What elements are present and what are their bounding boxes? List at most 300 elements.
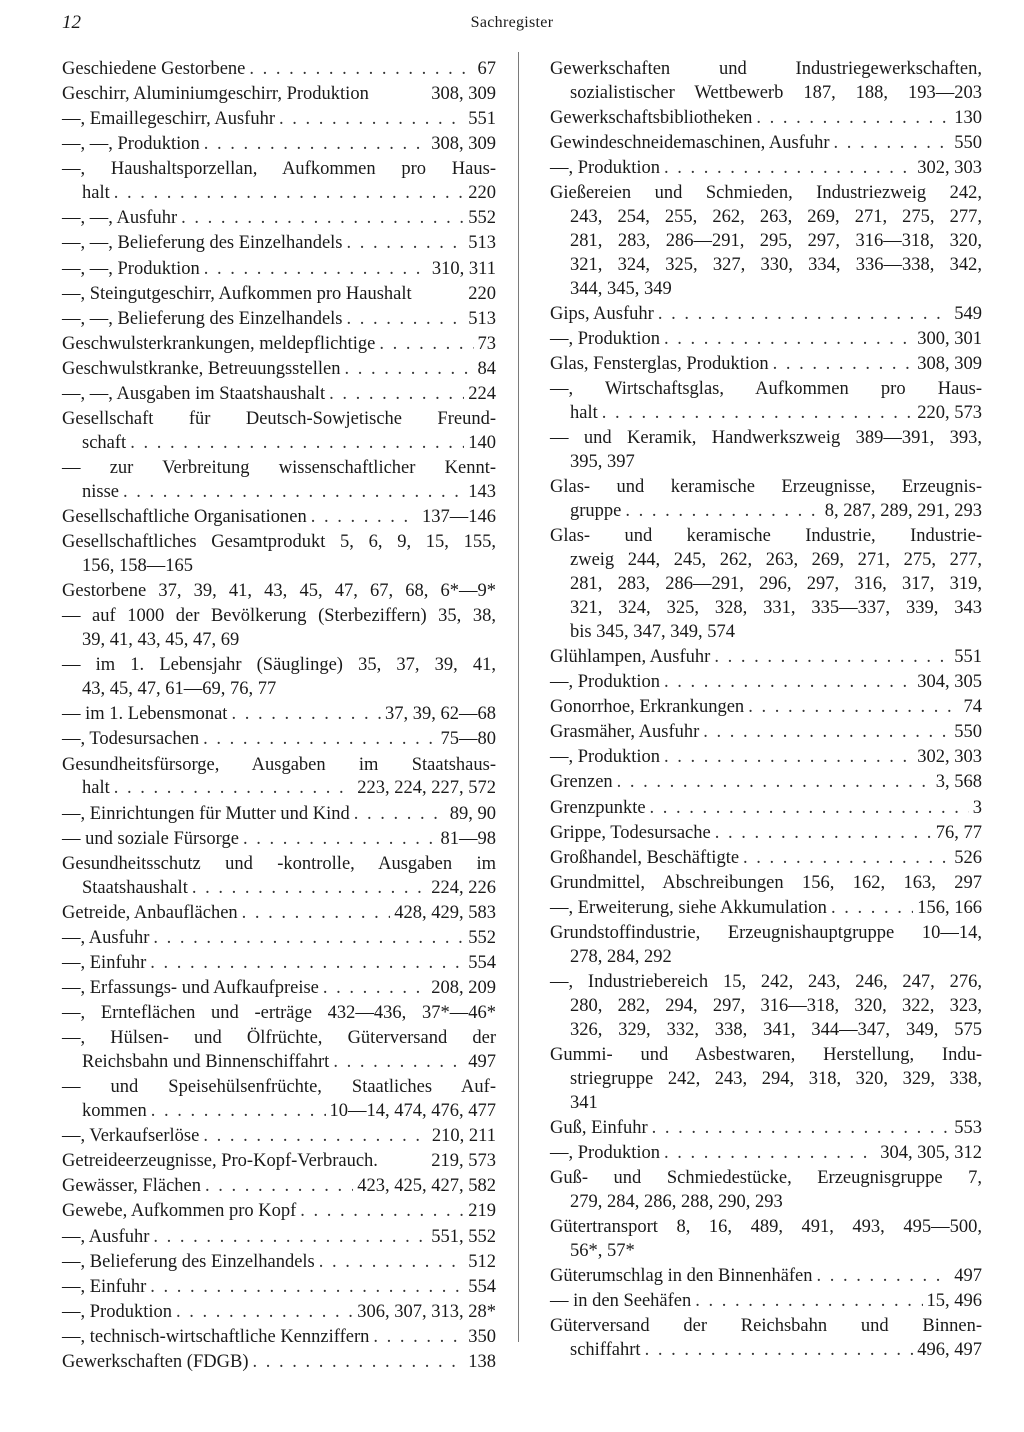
index-entry	[550, 1167, 982, 1215]
entry-page-refs: 552	[468, 927, 496, 948]
dot-leader	[354, 803, 446, 827]
index-entry	[62, 703, 496, 727]
index-entry-line: Gesellschaft für Deutsch-Sowjetische Freund-	[62, 409, 496, 430]
dot-leader	[279, 108, 464, 132]
index-entry-line	[62, 728, 496, 752]
entry-term: Grenzpunkte	[550, 797, 646, 818]
index-entry-line: Grundstoffindustrie, Erzeugnishauptgruppe 10—14,	[550, 923, 982, 944]
entry-term: kommen	[82, 1101, 147, 1122]
index-entry-line	[62, 1301, 496, 1325]
entry-page-refs: 550	[954, 133, 982, 154]
entry-term: 56*, 57*	[570, 1240, 635, 1261]
dot-leader	[650, 797, 969, 821]
dot-leader	[743, 847, 950, 871]
index-entry	[62, 1226, 496, 1250]
index-entry	[62, 108, 496, 132]
index-entry	[62, 1002, 496, 1026]
entry-page-refs: 553	[954, 1117, 982, 1138]
index-entry-line	[550, 500, 982, 524]
entry-term: schiffahrt	[570, 1340, 641, 1361]
dot-leader	[831, 897, 913, 921]
index-entry	[550, 696, 982, 720]
index-entry	[62, 1125, 496, 1149]
dot-leader	[252, 1351, 464, 1375]
index-entry	[550, 1142, 982, 1166]
dot-leader	[756, 107, 950, 131]
entry-page-refs: 300, 301	[917, 329, 982, 350]
entry-page-refs: 137—146	[422, 507, 496, 528]
index-entry	[62, 158, 496, 206]
index-entry	[62, 853, 496, 901]
index-entry-line: Glas- und keramische Erzeugnisse, Erzeugnis-	[550, 477, 982, 498]
entry-term: Gesellschaftliche Organisationen	[62, 507, 307, 528]
dot-leader	[123, 481, 464, 505]
entry-term: halt	[82, 183, 110, 204]
index-entry-line	[550, 847, 982, 871]
index-entry	[62, 1276, 496, 1300]
entry-page-refs: 549	[954, 304, 982, 324]
dot-leader	[833, 132, 950, 156]
entry-term: Gewerkschaften (FDGB)	[62, 1352, 249, 1372]
entry-term: —, Produktion	[550, 1142, 660, 1163]
entry-term: Geschwulstkranke, Betreuungsstellen	[62, 358, 341, 379]
entry-page-refs: 84	[477, 358, 496, 379]
entry-term: —, Verkaufserlöse	[62, 1126, 200, 1147]
entry-page-refs: 428, 429, 583	[394, 902, 496, 923]
index-entry-line	[62, 877, 496, 901]
entry-term: —, —, Ausgaben im Staatshaushalt	[62, 384, 326, 405]
entry-page-refs: 554	[468, 1276, 496, 1297]
dot-leader	[249, 58, 473, 82]
index-entry	[550, 922, 982, 970]
entry-page-refs: 496, 497	[917, 1340, 982, 1361]
index-entry-line	[62, 1051, 496, 1075]
entry-page-refs: 76, 77	[935, 822, 982, 843]
entry-term: —, Steingutgeschirr, Aufkommen pro Haushalt	[62, 283, 412, 304]
index-entry-line	[550, 132, 982, 156]
dot-leader	[203, 728, 436, 752]
index-entry-line	[62, 1125, 496, 1149]
index-entry-line	[550, 797, 982, 821]
index-entry-line: Gesundheitsfürsorge, Ausgaben im Staatshaus-	[62, 754, 496, 775]
index-entry-line: 281, 283, 286—291, 295, 297, 316—318, 320,	[570, 231, 982, 252]
index-entry-line: 281, 283, 286—291, 296, 297, 316, 317, 319,	[570, 574, 982, 595]
entry-term: —, —, Ausfuhr	[62, 208, 178, 229]
entry-term: —, Erweiterung, siehe Akkumulation	[550, 897, 827, 918]
index-entry	[550, 132, 982, 156]
index-entry	[62, 408, 496, 456]
entry-page-refs: 304, 305	[917, 672, 982, 693]
entry-page-refs: 89, 90	[449, 803, 496, 824]
index-entry-line	[550, 946, 982, 970]
entry-term: — in den Seehäfen	[550, 1291, 692, 1312]
index-entry	[550, 822, 982, 846]
entry-term: Glühlampen, Ausfuhr	[550, 647, 711, 667]
index-entry-line	[550, 328, 982, 352]
index-entry-line: zweig 244, 245, 262, 263, 269, 271, 275, 277,	[570, 550, 982, 571]
index-entry-line	[62, 481, 496, 505]
entry-term: Grippe, Todesursache	[550, 822, 711, 843]
index-entry	[550, 303, 982, 327]
entry-term: —, —, Belieferung des Einzelhandels	[62, 233, 343, 254]
entry-term: Gewässer, Flächen	[62, 1176, 201, 1197]
index-entry	[62, 728, 496, 752]
entry-term: —, Todesursachen	[62, 729, 200, 750]
entry-term: gruppe	[570, 501, 622, 522]
entry-page-refs: 156, 166	[917, 897, 982, 918]
entry-term: Gips, Ausfuhr	[550, 304, 654, 324]
index-entry-line	[62, 308, 496, 332]
dot-leader	[319, 1251, 465, 1275]
entry-term: —, Ausfuhr	[62, 1226, 150, 1247]
index-entry-line	[550, 822, 982, 846]
dot-leader	[329, 383, 464, 407]
index-entry-line	[62, 927, 496, 951]
index-entry-line: — im 1. Lebensjahr (Säuglinge) 35, 37, 39, 41,	[62, 655, 496, 676]
index-entry-line	[62, 803, 496, 827]
entry-page-refs: 67	[477, 59, 496, 79]
entry-term: 341	[570, 1092, 598, 1113]
entry-page-refs: 10—14, 474, 476, 477	[329, 1101, 496, 1122]
dot-leader	[333, 1051, 464, 1075]
dot-leader	[625, 500, 820, 524]
index-entry	[550, 58, 982, 106]
entry-page-refs: 138	[468, 1352, 496, 1372]
entry-term: 156, 158—165	[82, 556, 193, 577]
index-entry	[62, 506, 496, 530]
entry-page-refs: 15, 496	[926, 1291, 982, 1312]
entry-term: 279, 284, 286, 288, 290, 293	[570, 1191, 783, 1212]
index-entry-line	[550, 1290, 982, 1314]
entry-page-refs: 308, 309	[431, 84, 496, 105]
dot-leader	[150, 1276, 464, 1300]
entry-term: —, Belieferung des Einzelhandels	[62, 1251, 315, 1272]
index-entry-line: 280, 282, 294, 297, 316—318, 320, 322, 323,	[570, 995, 982, 1016]
entry-term: halt	[82, 778, 110, 799]
dot-leader	[176, 1301, 353, 1325]
index-entry-line	[62, 777, 496, 801]
index-entry	[62, 1351, 496, 1375]
index-column-right	[550, 58, 982, 1364]
index-entry-line: 321, 324, 325, 327, 330, 334, 336—338, 342,	[570, 255, 982, 275]
entry-term: —, Produktion	[550, 158, 660, 179]
entry-page-refs: 551	[468, 109, 496, 130]
dot-leader	[205, 1175, 353, 1199]
index-entry-line	[550, 157, 982, 181]
entry-page-refs: 497	[468, 1052, 496, 1073]
entry-term: —, Produktion	[550, 747, 660, 768]
index-entry-line	[62, 283, 496, 307]
dot-leader	[153, 927, 464, 951]
entry-term: —, —, Produktion	[62, 258, 200, 279]
index-entry-line	[62, 1351, 496, 1375]
index-entry	[62, 308, 496, 332]
index-entry	[62, 927, 496, 951]
index-entry	[550, 971, 982, 1043]
entry-term: —, Produktion	[62, 1301, 172, 1322]
index-entry-line	[550, 353, 982, 377]
dot-leader	[311, 506, 418, 530]
index-entry-line	[550, 696, 982, 720]
index-entry	[62, 258, 496, 282]
index-entry-line	[62, 383, 496, 407]
index-entry	[550, 721, 982, 745]
dot-leader	[347, 232, 465, 256]
entry-term: halt	[570, 403, 598, 424]
index-entry-line	[550, 1191, 982, 1215]
index-entry-line	[62, 258, 496, 282]
index-entry	[62, 58, 496, 82]
index-entry-line: Gesundheitsschutz und -kontrolle, Ausgaben im	[62, 853, 496, 874]
index-entry	[62, 1175, 496, 1199]
index-entry	[550, 897, 982, 921]
index-entry	[550, 1044, 982, 1116]
entry-page-refs: 81—98	[440, 828, 496, 849]
entry-page-refs: 350	[468, 1326, 496, 1347]
entry-page-refs: 210, 211	[431, 1126, 496, 1147]
index-entry	[62, 133, 496, 157]
dot-leader	[347, 308, 465, 332]
dot-leader	[192, 877, 427, 901]
entry-term: Reichsbahn und Binnenschiffahrt	[82, 1052, 330, 1073]
index-entry-line	[550, 402, 982, 426]
index-entry	[550, 378, 982, 426]
index-entry	[62, 1200, 496, 1224]
index-entry	[62, 1076, 496, 1124]
entry-page-refs: 526	[954, 847, 982, 868]
dot-leader	[130, 432, 464, 456]
index-entry-line	[62, 629, 496, 653]
index-entry-line: sozialistischer Wettbewerb 187, 188, 193—203	[570, 82, 982, 103]
index-entry	[550, 1315, 982, 1363]
entry-page-refs: 308, 309	[917, 354, 982, 375]
index-entry	[62, 1326, 496, 1350]
index-entry-line: — und Speisehülsenfrüchte, Staatliches Auf-	[62, 1077, 496, 1098]
index-entry-line	[62, 902, 496, 926]
entry-page-refs: 302, 303	[917, 747, 982, 768]
column-divider	[518, 52, 519, 1342]
entry-term: —, Emaillegeschirr, Ausfuhr	[62, 109, 275, 130]
index-entry-line	[550, 107, 982, 131]
entry-term: —, Einfuhr	[62, 952, 147, 973]
entry-page-refs: 552	[468, 208, 496, 229]
index-entry-line	[62, 232, 496, 256]
entry-term: — im 1. Lebensmonat	[62, 704, 228, 725]
index-entry-line	[62, 182, 496, 206]
dot-leader	[231, 703, 381, 727]
index-entry-line: Gießereien und Schmieden, Industriezweig 242,	[550, 183, 982, 204]
entry-page-refs: 306, 307, 313, 28*	[357, 1301, 496, 1322]
index-entry	[62, 828, 496, 852]
index-entry-line	[62, 506, 496, 530]
dot-leader	[664, 746, 913, 770]
dot-leader	[344, 358, 473, 382]
index-entry	[550, 797, 982, 821]
entry-page-refs: 497	[954, 1266, 982, 1287]
index-entry-line: — zur Verbreitung wissenschaftlicher Kennt-	[62, 458, 496, 479]
index-entry	[550, 1290, 982, 1314]
index-entry-line	[62, 333, 496, 357]
dot-leader	[695, 1290, 922, 1314]
dot-leader	[373, 1326, 464, 1350]
dot-leader	[715, 822, 932, 846]
index-entry-line: Grundmittel, Abschreibungen 156, 162, 163, 297	[550, 872, 982, 893]
index-entry-line: Güterversand der Reichsbahn und Binnen-	[550, 1316, 982, 1337]
entry-term: Güterumschlag in den Binnenhäfen	[550, 1266, 813, 1287]
entry-term: 278, 284, 292	[570, 946, 672, 967]
entry-page-refs: 554	[468, 952, 496, 973]
index-entry	[62, 358, 496, 382]
index-entry-line	[550, 621, 982, 645]
index-entry-line: — auf 1000 der Bevölkerung (Sterbeziffern) 35, 38,	[62, 606, 496, 627]
dot-leader	[617, 771, 932, 795]
entry-term: —, —, Belieferung des Einzelhandels	[62, 308, 343, 329]
index-entry	[550, 671, 982, 695]
dot-leader	[181, 207, 464, 231]
index-entry-line	[550, 721, 982, 745]
entry-page-refs: 513	[468, 233, 496, 254]
index-entry	[62, 803, 496, 827]
dot-leader	[114, 182, 465, 206]
index-entry	[550, 328, 982, 352]
entry-term: 344, 345, 349	[570, 278, 672, 299]
index-entry-line: Gummi- und Asbestwaren, Herstellung, Indu-	[550, 1044, 982, 1065]
index-entry-line	[550, 1339, 982, 1363]
index-entry-line	[550, 671, 982, 695]
index-entry-line	[62, 1200, 496, 1224]
index-entry-line	[550, 1117, 982, 1141]
entry-term: —, Ausfuhr	[62, 927, 150, 948]
index-entry	[62, 1301, 496, 1325]
index-entry	[550, 157, 982, 181]
index-entry	[62, 383, 496, 407]
entry-page-refs: 143	[468, 482, 496, 503]
index-entry-line	[62, 133, 496, 157]
dot-leader	[703, 721, 950, 745]
dot-leader	[652, 1117, 951, 1141]
entry-page-refs: 3, 568	[935, 772, 982, 793]
entry-term: Guß, Einfuhr	[550, 1117, 648, 1138]
index-entry-line	[62, 1175, 496, 1199]
index-entry-line	[62, 1251, 496, 1275]
index-entry-line: striegruppe 242, 243, 294, 318, 320, 329, 338,	[570, 1068, 982, 1089]
entry-page-refs: 512	[468, 1251, 496, 1272]
dot-leader	[645, 1339, 914, 1363]
index-entry-line	[62, 555, 496, 579]
index-entry	[550, 771, 982, 795]
entry-term: Gewerkschaftsbibliotheken	[550, 108, 753, 128]
index-entry-line: Glas- und keramische Industrie, Industrie-	[550, 526, 982, 547]
index-entry-line	[550, 451, 982, 475]
entry-page-refs: 308, 309	[431, 134, 496, 155]
index-entry-line	[550, 1265, 982, 1289]
dot-leader	[664, 157, 913, 181]
entry-term: Geschiedene Gestorbene	[62, 59, 246, 79]
entry-term: Gonorrhoe, Erkrankungen	[550, 697, 745, 718]
entry-page-refs: 550	[954, 722, 982, 743]
index-entry	[550, 1216, 982, 1264]
index-entry-line	[62, 83, 496, 107]
dot-leader	[153, 1226, 427, 1250]
dot-leader	[664, 671, 913, 695]
index-entry-line	[62, 1276, 496, 1300]
index-entry-line	[550, 1240, 982, 1264]
index-entry	[62, 902, 496, 926]
entry-term: bis 345, 347, 349, 574	[570, 621, 735, 642]
index-entry	[550, 746, 982, 770]
index-entry-line: —, Hülsen- und Ölfrüchte, Güterversand der	[62, 1028, 496, 1049]
index-entry	[550, 1117, 982, 1141]
dot-leader	[664, 1142, 876, 1166]
dot-leader	[714, 646, 950, 670]
entry-page-refs: 37, 39, 62—68	[385, 704, 496, 725]
dot-leader	[243, 828, 437, 852]
index-entry	[62, 232, 496, 256]
dot-leader	[151, 1100, 326, 1124]
page-number: 12	[62, 12, 81, 33]
entry-page-refs: 310, 311	[431, 258, 496, 279]
dot-leader	[658, 303, 950, 327]
index-entry-line: 326, 329, 332, 338, 341, 344—347, 349, 575	[570, 1019, 982, 1040]
index-entry-line	[550, 646, 982, 670]
entry-term: Geschwulsterkrankungen, meldepflichtige	[62, 333, 376, 354]
index-entry	[550, 353, 982, 377]
entry-term: Großhandel, Beschäftigte	[550, 847, 740, 868]
dot-leader	[379, 333, 473, 357]
entry-term: —, Einrichtungen für Mutter und Kind	[62, 803, 350, 824]
index-entry	[62, 1027, 496, 1075]
index-entry	[550, 646, 982, 670]
index-entry-line	[62, 207, 496, 231]
index-entry	[62, 605, 496, 653]
index-entry-line	[550, 897, 982, 921]
index-entry	[62, 580, 496, 604]
index-entry	[62, 654, 496, 702]
dot-leader	[204, 258, 428, 282]
index-entry-line	[62, 828, 496, 852]
index-entry-line: — und Keramik, Handwerkszweig 389—391, 393,	[550, 428, 982, 449]
index-entry-line: Gestorbene 37, 39, 41, 43, 45, 47, 67, 68, 6*—9*	[62, 581, 496, 602]
entry-term: 43, 45, 47, 61—69, 76, 77	[82, 679, 277, 700]
index-entry-line: Guß- und Schmiedestücke, Erzeugnisgruppe 7,	[550, 1168, 982, 1189]
entry-page-refs: 8, 287, 289, 291, 293	[824, 501, 982, 522]
index-entry-line	[62, 678, 496, 702]
index-column-left	[62, 58, 496, 1376]
index-entry	[62, 754, 496, 802]
entry-term: Geschirr, Aluminiumgeschirr, Produktion	[62, 84, 369, 105]
index-entry	[550, 525, 982, 645]
entry-term: —, —, Produktion	[62, 134, 200, 155]
index-entry	[550, 182, 982, 302]
dot-leader	[323, 977, 427, 1001]
index-entry	[62, 1150, 496, 1174]
index-entry-line: Gewerkschaften und Industriegewerkschaften,	[550, 59, 982, 79]
entry-page-refs: 73	[477, 333, 496, 354]
index-entry-line	[550, 746, 982, 770]
entry-page-refs: 423, 425, 427, 582	[357, 1176, 496, 1197]
entry-term: Gewindeschneidemaschinen, Ausfuhr	[550, 133, 830, 154]
index-entry-line: —, Industriebereich 15, 242, 243, 246, 247, 276,	[550, 972, 982, 993]
index-entry-line	[550, 1092, 982, 1116]
index-entry-line	[62, 358, 496, 382]
index-entry	[62, 977, 496, 1001]
index-entry-line	[62, 952, 496, 976]
dot-leader	[300, 1200, 464, 1224]
entry-term: Getreide, Anbauflächen	[62, 902, 238, 923]
entry-page-refs: 224	[468, 384, 496, 405]
entry-term: 395, 397	[570, 452, 635, 473]
entry-page-refs: 223, 224, 227, 572	[357, 778, 496, 799]
